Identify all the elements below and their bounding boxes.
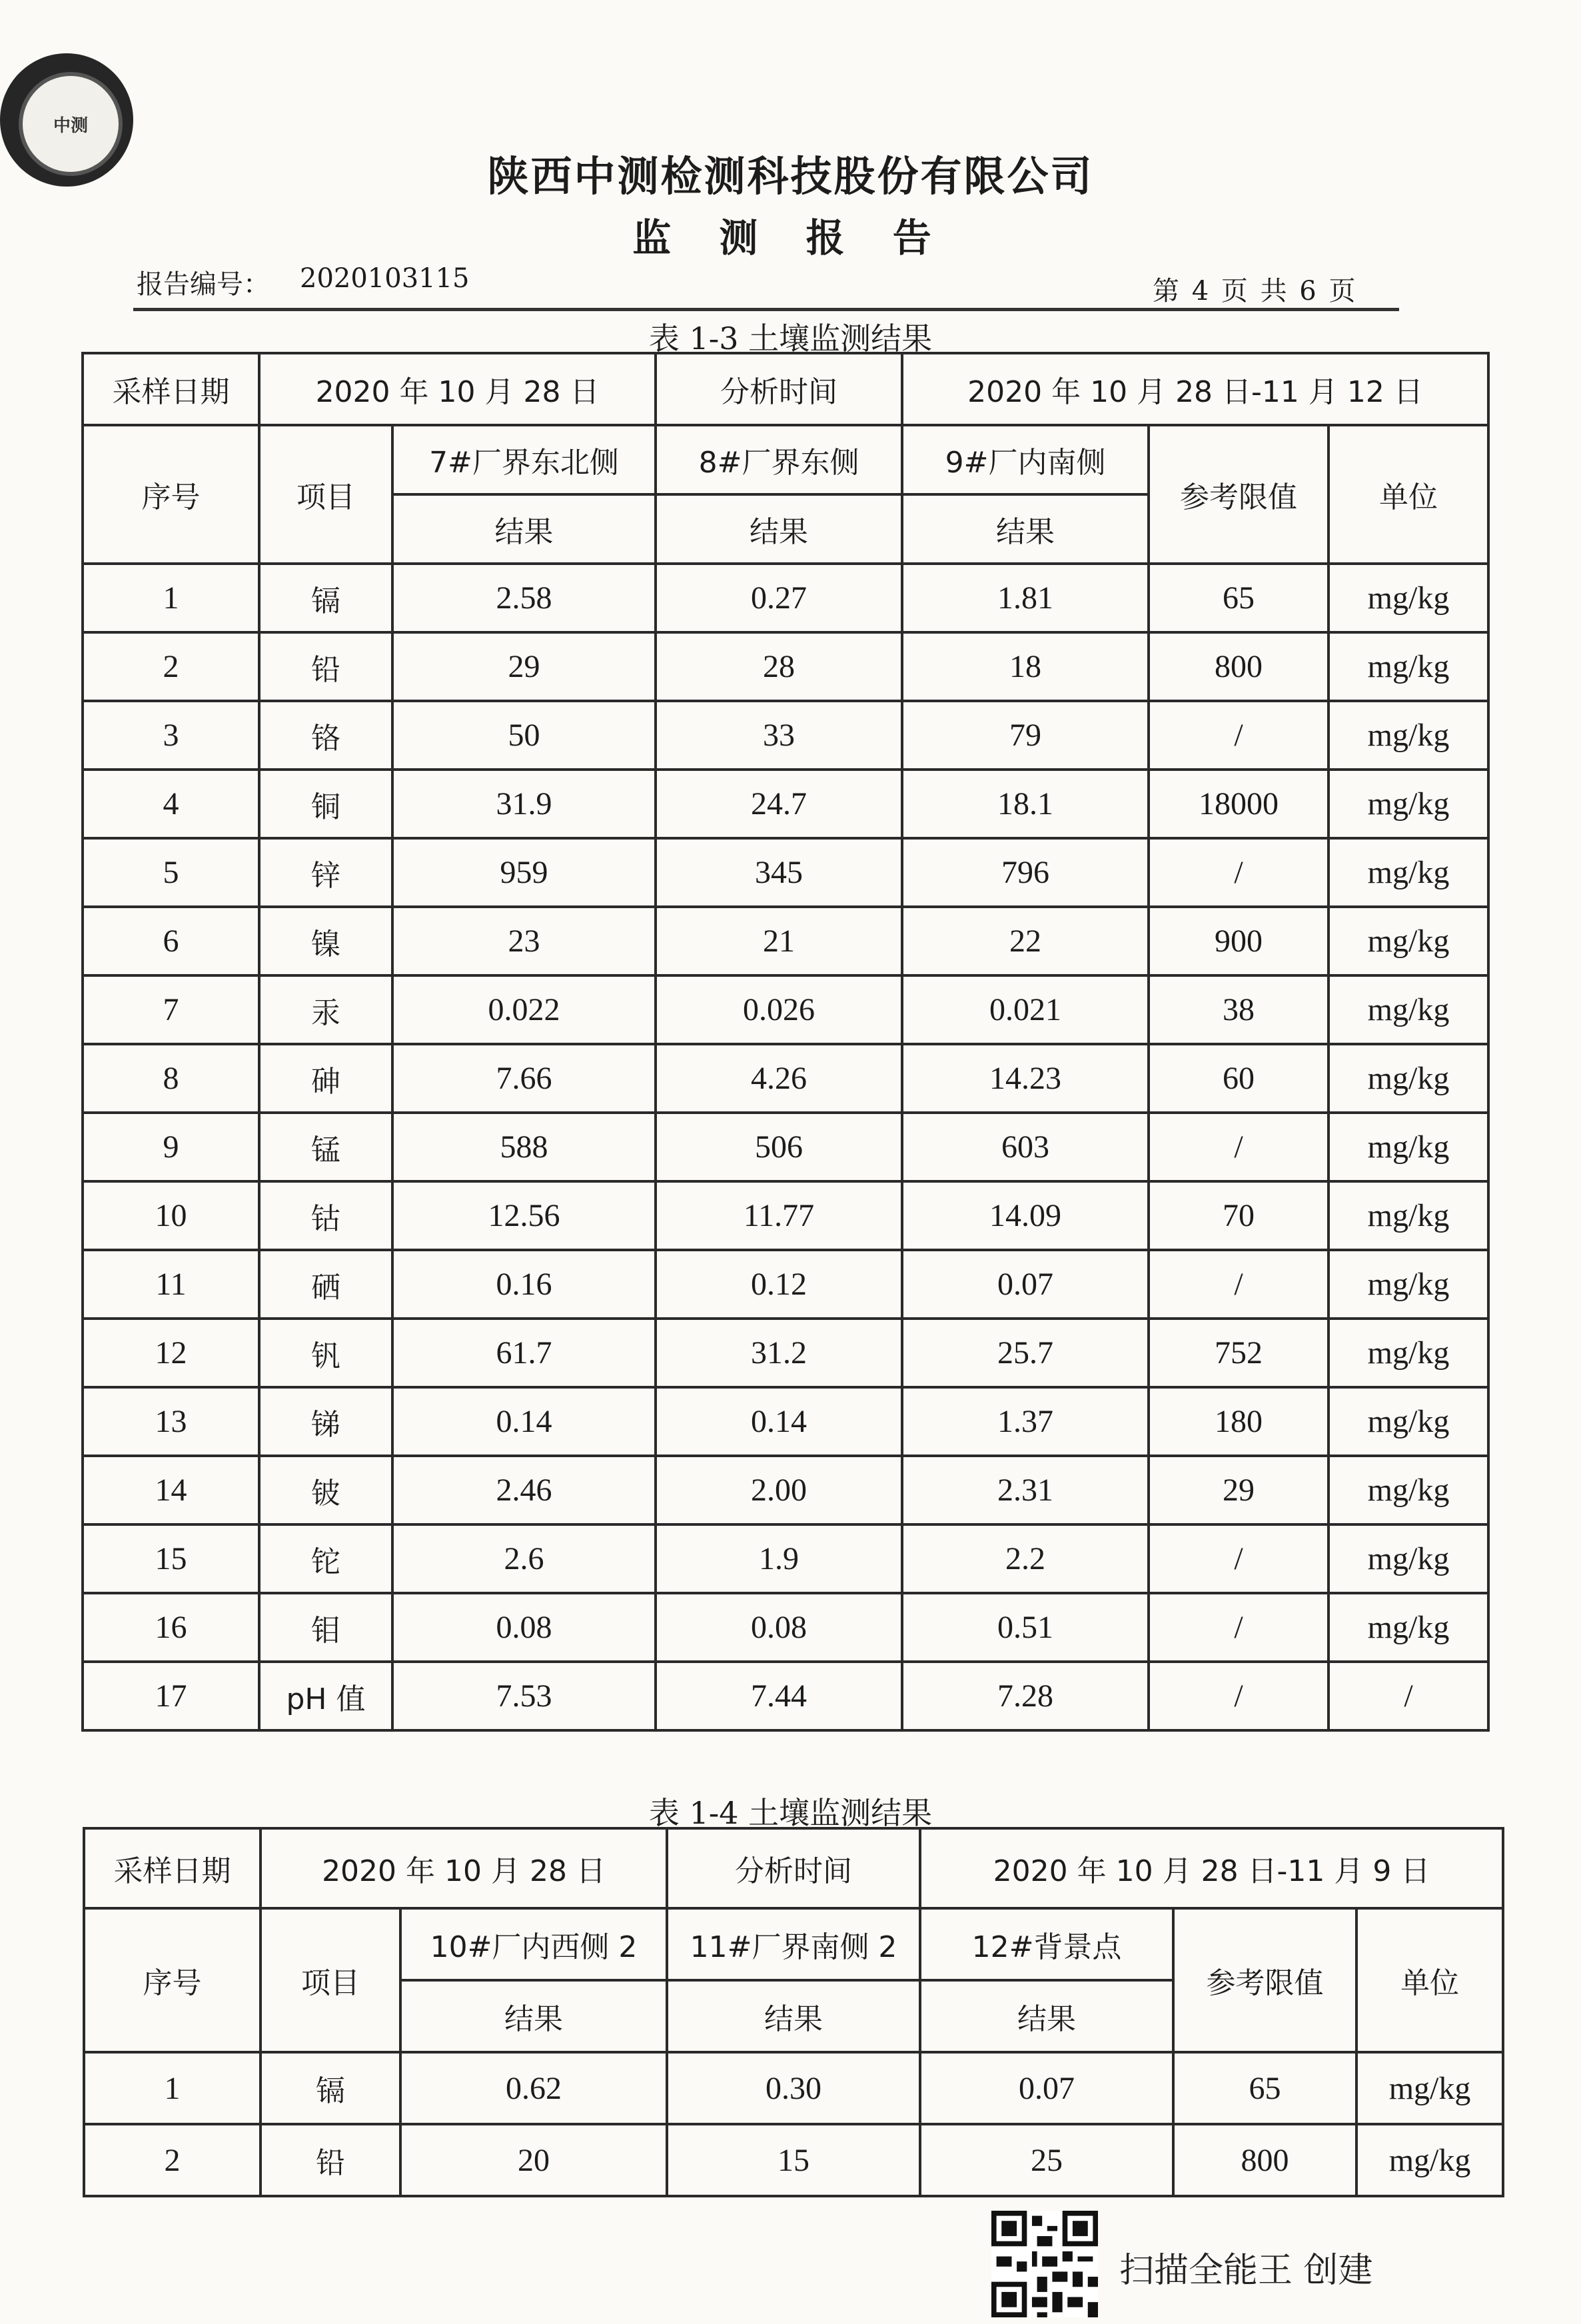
col-header-unit: 单位	[1328, 425, 1488, 564]
result-value: 0.08	[392, 1593, 656, 1662]
result-value: 50	[392, 701, 656, 770]
header-rule	[133, 308, 1399, 311]
table-row	[83, 564, 1488, 632]
limit-value: 752	[1149, 1319, 1328, 1387]
result-value: 0.27	[656, 564, 902, 632]
limit-value: /	[1149, 1662, 1328, 1730]
result-value: 21	[656, 907, 902, 975]
result-value: 345	[656, 838, 902, 907]
result-value: 2.58	[392, 564, 656, 632]
item-name: 锌	[259, 838, 392, 907]
table-row	[83, 1181, 1488, 1250]
unit: /	[1328, 1662, 1488, 1730]
table-row	[83, 838, 1488, 907]
result-value: 29	[392, 632, 656, 701]
result-value: 0.026	[656, 975, 902, 1044]
unit: mg/kg	[1328, 1250, 1488, 1319]
report-title: 监 测 报 告	[632, 215, 949, 261]
item-name: pH 值	[259, 1662, 392, 1730]
unit: mg/kg	[1328, 1456, 1488, 1524]
result-value: 7.44	[656, 1662, 902, 1730]
result-value: 4.26	[656, 1044, 902, 1113]
table-row	[84, 2124, 1503, 2196]
result-value: 0.30	[667, 2052, 920, 2124]
limit-value: 180	[1149, 1387, 1328, 1456]
row-number: 16	[83, 1593, 259, 1662]
table-row	[83, 1113, 1488, 1181]
unit: mg/kg	[1328, 1319, 1488, 1387]
result-value: 18.1	[902, 770, 1149, 838]
result-header: 结果	[920, 1980, 1173, 2052]
result-value: 25	[920, 2124, 1173, 2196]
result-value: 33	[656, 701, 902, 770]
limit-value: /	[1149, 838, 1328, 907]
result-value: 1.81	[902, 564, 1149, 632]
result-header: 结果	[400, 1980, 667, 2052]
unit: mg/kg	[1328, 632, 1488, 701]
qr-code-icon	[991, 2211, 1098, 2317]
analysis-time-label: 分析时间	[656, 353, 902, 425]
limit-value: 65	[1149, 564, 1328, 632]
result-value: 18	[902, 632, 1149, 701]
table-row	[83, 1387, 1488, 1456]
analysis-time: 2020 年 10 月 28 日-11 月 9 日	[920, 1828, 1503, 1908]
limit-value: 65	[1173, 2052, 1356, 2124]
unit: mg/kg	[1328, 1181, 1488, 1250]
soil-results-table-1-3	[81, 352, 1490, 1732]
limit-value: 29	[1149, 1456, 1328, 1524]
unit: mg/kg	[1328, 770, 1488, 838]
result-value: 23	[392, 907, 656, 975]
row-number: 4	[83, 770, 259, 838]
result-value: 24.7	[656, 770, 902, 838]
result-value: 22	[902, 907, 1149, 975]
result-value: 61.7	[392, 1319, 656, 1387]
sampling-date-label: 采样日期	[84, 1828, 261, 1908]
unit: mg/kg	[1328, 701, 1488, 770]
unit: mg/kg	[1328, 1044, 1488, 1113]
site-header: 9#厂内南侧	[902, 425, 1149, 494]
item-name: 镍	[259, 907, 392, 975]
result-value: 959	[392, 838, 656, 907]
row-number: 1	[84, 2052, 261, 2124]
unit: mg/kg	[1328, 1113, 1488, 1181]
limit-value: 38	[1149, 975, 1328, 1044]
limit-value: 18000	[1149, 770, 1328, 838]
item-name: 铅	[259, 632, 392, 701]
result-value: 14.09	[902, 1181, 1149, 1250]
result-value: 2.6	[392, 1524, 656, 1593]
col-header-limit: 参考限值	[1173, 1908, 1356, 2052]
result-value: 0.07	[920, 2052, 1173, 2124]
row-number: 3	[83, 701, 259, 770]
limit-value: /	[1149, 701, 1328, 770]
limit-value: 60	[1149, 1044, 1328, 1113]
table-row	[83, 1456, 1488, 1524]
result-value: 2.2	[902, 1524, 1149, 1593]
result-value: 15	[667, 2124, 920, 2196]
result-value: 0.51	[902, 1593, 1149, 1662]
analysis-time: 2020 年 10 月 28 日-11 月 12 日	[902, 353, 1488, 425]
result-value: 0.14	[656, 1387, 902, 1456]
site-header: 12#背景点	[920, 1908, 1173, 1980]
result-value: 588	[392, 1113, 656, 1181]
item-name: 铬	[259, 701, 392, 770]
unit: mg/kg	[1328, 1524, 1488, 1593]
limit-value: /	[1149, 1113, 1328, 1181]
row-number: 10	[83, 1181, 259, 1250]
unit: mg/kg	[1356, 2124, 1503, 2196]
table-row	[83, 975, 1488, 1044]
report-number-label: 报告编号：	[137, 269, 270, 300]
result-value: 0.12	[656, 1250, 902, 1319]
result-value: 506	[656, 1113, 902, 1181]
limit-value: 70	[1149, 1181, 1328, 1250]
item-name: 铜	[259, 770, 392, 838]
table-row	[83, 1524, 1488, 1593]
sampling-date: 2020 年 10 月 28 日	[259, 353, 656, 425]
result-value: 28	[656, 632, 902, 701]
result-value: 1.9	[656, 1524, 902, 1593]
result-value: 31.9	[392, 770, 656, 838]
table-row	[83, 1593, 1488, 1662]
row-number: 13	[83, 1387, 259, 1456]
item-name: 汞	[259, 975, 392, 1044]
row-number: 2	[84, 2124, 261, 2196]
sampling-date: 2020 年 10 月 28 日	[261, 1828, 667, 1908]
item-name: 铍	[259, 1456, 392, 1524]
limit-value: /	[1149, 1593, 1328, 1662]
unit: mg/kg	[1356, 2052, 1503, 2124]
result-header: 结果	[667, 1980, 920, 2052]
result-value: 7.66	[392, 1044, 656, 1113]
row-number: 12	[83, 1319, 259, 1387]
limit-value: 900	[1149, 907, 1328, 975]
seal-text: 中测	[53, 115, 88, 136]
company-name: 陕西中测检测科技股份有限公司	[487, 152, 1094, 201]
result-value: 0.08	[656, 1593, 902, 1662]
result-value: 0.021	[902, 975, 1149, 1044]
table1-caption: 表 1-3 土壤监测结果	[648, 320, 933, 356]
result-value: 7.28	[902, 1662, 1149, 1730]
row-number: 6	[83, 907, 259, 975]
col-header-no: 序号	[84, 1908, 261, 2052]
unit: mg/kg	[1328, 1387, 1488, 1456]
unit: mg/kg	[1328, 975, 1488, 1044]
table-row	[83, 1319, 1488, 1387]
limit-value: 800	[1149, 632, 1328, 701]
result-value: 2.00	[656, 1456, 902, 1524]
table2-caption: 表 1-4 土壤监测结果	[648, 1795, 933, 1831]
unit: mg/kg	[1328, 838, 1488, 907]
item-name: 锑	[259, 1387, 392, 1456]
limit-value: 800	[1173, 2124, 1356, 2196]
item-name: 硒	[259, 1250, 392, 1319]
unit: mg/kg	[1328, 564, 1488, 632]
row-number: 17	[83, 1662, 259, 1730]
col-header-item: 项目	[259, 425, 392, 564]
result-value: 0.022	[392, 975, 656, 1044]
sampling-date-label: 采样日期	[83, 353, 259, 425]
table-row	[84, 2052, 1503, 2124]
item-name: 铊	[259, 1524, 392, 1593]
site-header: 10#厂内西侧 2	[400, 1908, 667, 1980]
result-value: 79	[902, 701, 1149, 770]
row-number: 14	[83, 1456, 259, 1524]
result-value: 7.53	[392, 1662, 656, 1730]
item-name: 铅	[261, 2124, 400, 2196]
site-header: 7#厂界东北侧	[392, 425, 656, 494]
item-name: 钼	[259, 1593, 392, 1662]
row-number: 8	[83, 1044, 259, 1113]
result-value: 796	[902, 838, 1149, 907]
result-value: 11.77	[656, 1181, 902, 1250]
page-info: 第 4 页 共 6 页	[1153, 276, 1358, 306]
item-name: 砷	[259, 1044, 392, 1113]
unit: mg/kg	[1328, 907, 1488, 975]
item-name: 钒	[259, 1319, 392, 1387]
result-value: 0.14	[392, 1387, 656, 1456]
item-name: 镉	[261, 2052, 400, 2124]
result-value: 12.56	[392, 1181, 656, 1250]
result-header: 结果	[656, 494, 902, 564]
limit-value: /	[1149, 1250, 1328, 1319]
item-name: 钴	[259, 1181, 392, 1250]
result-value: 2.31	[902, 1456, 1149, 1524]
row-number: 11	[83, 1250, 259, 1319]
analysis-time-label: 分析时间	[667, 1828, 920, 1908]
result-value: 20	[400, 2124, 667, 2196]
row-number: 7	[83, 975, 259, 1044]
unit: mg/kg	[1328, 1593, 1488, 1662]
table-row	[83, 701, 1488, 770]
site-header: 8#厂界东侧	[656, 425, 902, 494]
item-name: 锰	[259, 1113, 392, 1181]
result-header: 结果	[902, 494, 1149, 564]
col-header-no: 序号	[83, 425, 259, 564]
soil-results-table-1-4	[83, 1827, 1504, 2197]
item-name: 镉	[259, 564, 392, 632]
result-value: 31.2	[656, 1319, 902, 1387]
table-row	[83, 632, 1488, 701]
table-row	[83, 1662, 1488, 1730]
table-row	[83, 907, 1488, 975]
result-value: 2.46	[392, 1456, 656, 1524]
result-value: 0.62	[400, 2052, 667, 2124]
col-header-limit: 参考限值	[1149, 425, 1328, 564]
row-number: 9	[83, 1113, 259, 1181]
col-header-item: 项目	[261, 1908, 400, 2052]
row-number: 1	[83, 564, 259, 632]
result-value: 25.7	[902, 1319, 1149, 1387]
scanner-watermark-text: 扫描全能王 创建	[1119, 2251, 1373, 2291]
result-value: 603	[902, 1113, 1149, 1181]
report-number: 2020103115	[300, 263, 470, 294]
limit-value: /	[1149, 1524, 1328, 1593]
result-value: 0.07	[902, 1250, 1149, 1319]
result-value: 14.23	[902, 1044, 1149, 1113]
result-value: 1.37	[902, 1387, 1149, 1456]
row-number: 15	[83, 1524, 259, 1593]
table-row	[83, 770, 1488, 838]
table-row	[83, 1044, 1488, 1113]
table-row	[83, 1250, 1488, 1319]
row-number: 2	[83, 632, 259, 701]
row-number: 5	[83, 838, 259, 907]
result-value: 0.16	[392, 1250, 656, 1319]
col-header-unit: 单位	[1356, 1908, 1503, 2052]
site-header: 11#厂界南侧 2	[667, 1908, 920, 1980]
result-header: 结果	[392, 494, 656, 564]
